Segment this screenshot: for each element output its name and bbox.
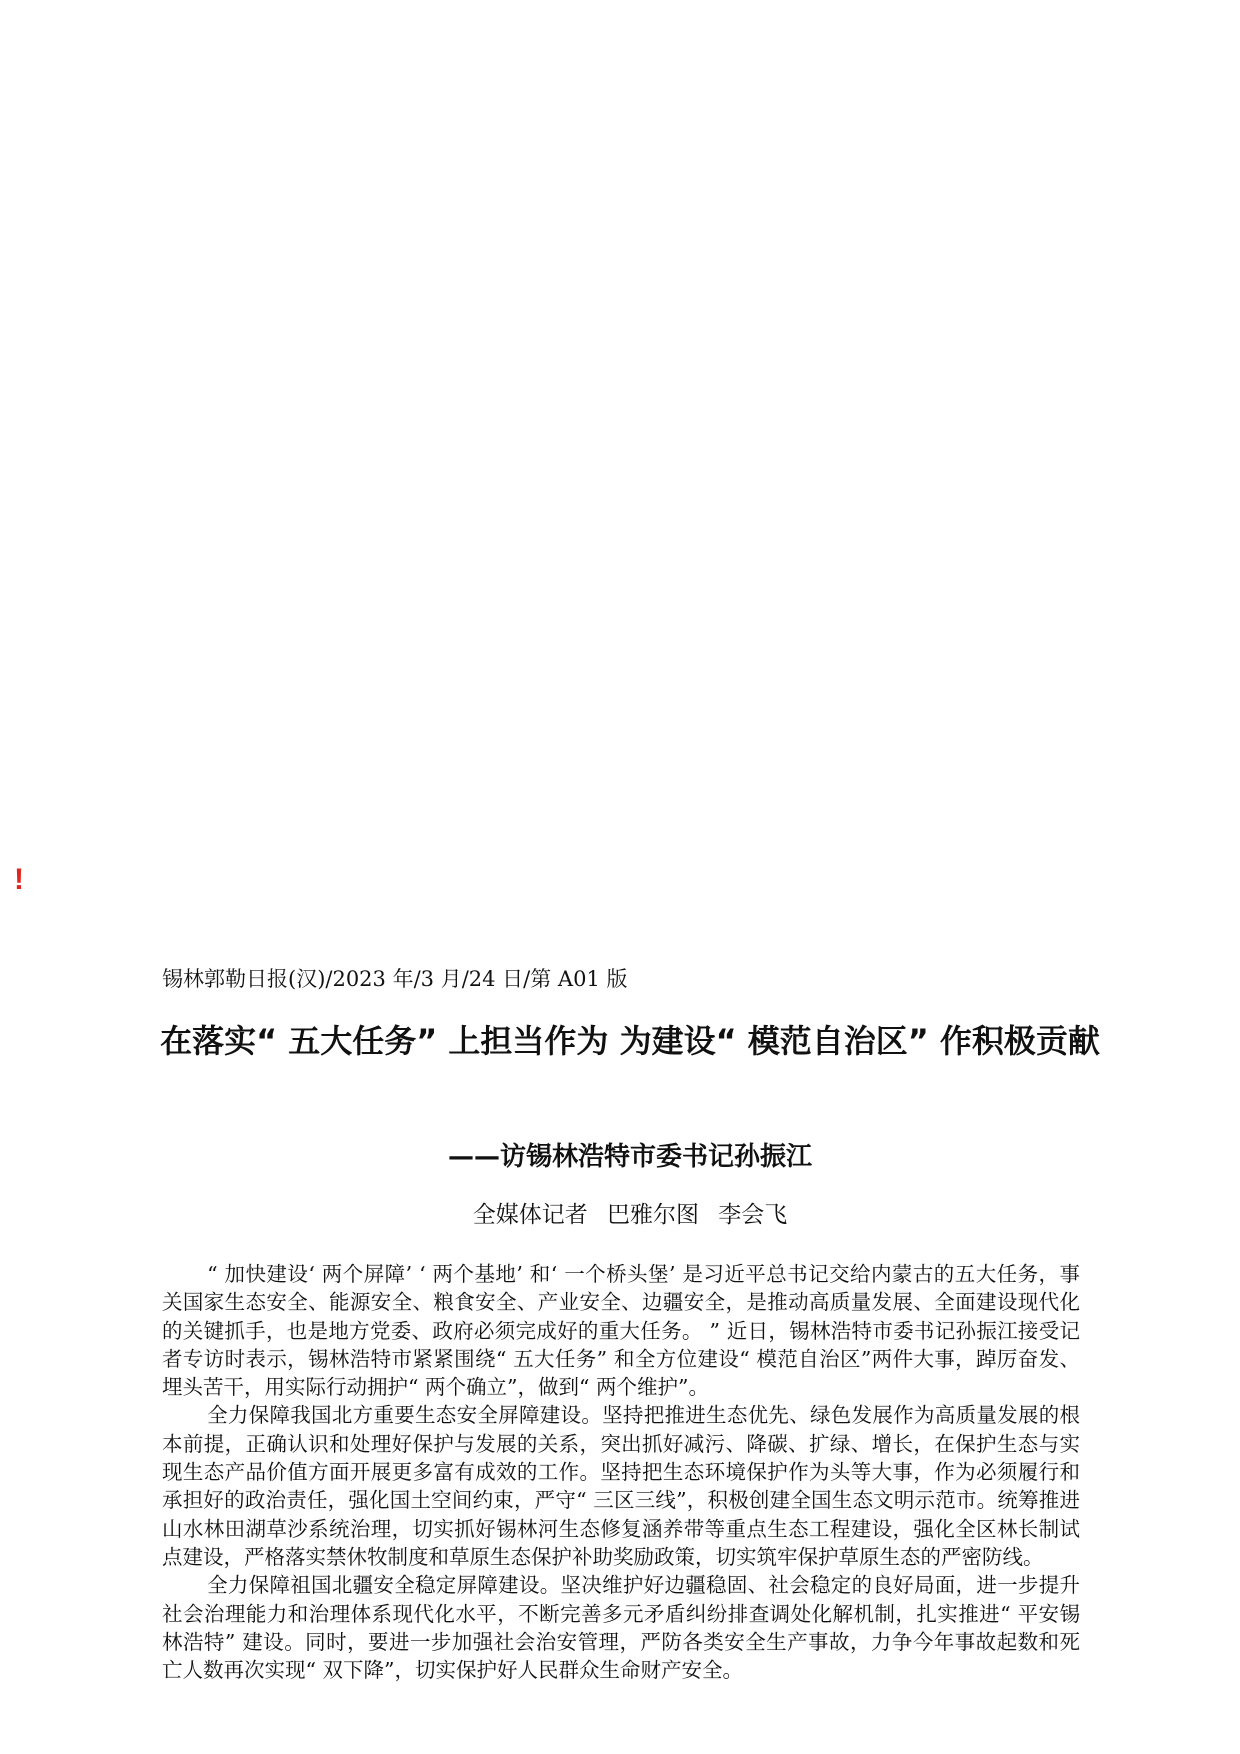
- byline: 全媒体记者 巴雅尔图 李会飞: [472, 1202, 788, 1228]
- article-body: [162, 1260, 1080, 1684]
- article-title: 在落实“ 五大任务” 上担当作为 为建设“ 模范自治区” 作积极贡献: [160, 1022, 1100, 1060]
- paragraph: 全力保障我国北方重要生态安全屏障建设。坚持把推进生态优先、绿色发展作为高质量发展的根本前提，正确认识和处理好保护与发展的关系，突出抓好减污、降碳、扩绿、增长，在保护生态与实现生态产品价值方面开展更多富有成效的工作。坚持把生态环境保护作为头等大事，作为必须履行和承担好的政治责任，强化国土空间约束，严守“ 三区三线”，积极创建全国生态文明示范市。统筹推进山水林田湖草沙系统治理，切实抓好锡林河生态修复涵养带等重点生态工程建设，强化全区林长制试点建设，严格落实禁休牧制度和草原生态保护补助奖励政策，切实筑牢保护草原生态的严密防线。: [162, 1403, 1080, 1569]
- paragraph: “ 加快建设‘ 两个屏障’ ‘ 两个基地’ 和‘ 一个桥头堡’ 是习近平总书记交给内蒙古的五大任务，事关国家生态安全、能源安全、粮食安全、产业安全、边疆安全，是推动高质量发展、全面建设现代化的关键抓手，也是地方党委、政府必须完成好的重大任务。 ” 近日，锡林浩特市委书记孙振江接受记者专访时表示，锡林浩特市紧紧围绕“ 五大任务” 和全方位建设“ 模范自治区”两件大事，踔厉奋发、埋头苦干，用实际行动拥护“ 两个确立”，做到“ 两个维护”。: [162, 1262, 1080, 1400]
- paragraph: 全力保障祖国北疆安全稳定屏障建设。坚决维护好边疆稳固、社会稳定的良好局面，进一步提升社会治理能力和治理体系现代化水平，不断完善多元矛盾纠纷排查调处化解机制，扎实推进“ 平安锡林浩特” 建设。同时，要进一步加强社会治安管理，严防各类安全生产事故，力争今年事故起数和死亡人数再次实现“ 双下降”，切实保护好人民群众生命财产安全。: [162, 1573, 1080, 1683]
- source-line: 锡林郭勒日报(汉)/2023 年/3 月/24 日/第 A01 版: [162, 967, 628, 991]
- warning-mark: !: [14, 863, 24, 896]
- article-subtitle: ——访锡林浩特市委书记孙振江: [447, 1142, 812, 1172]
